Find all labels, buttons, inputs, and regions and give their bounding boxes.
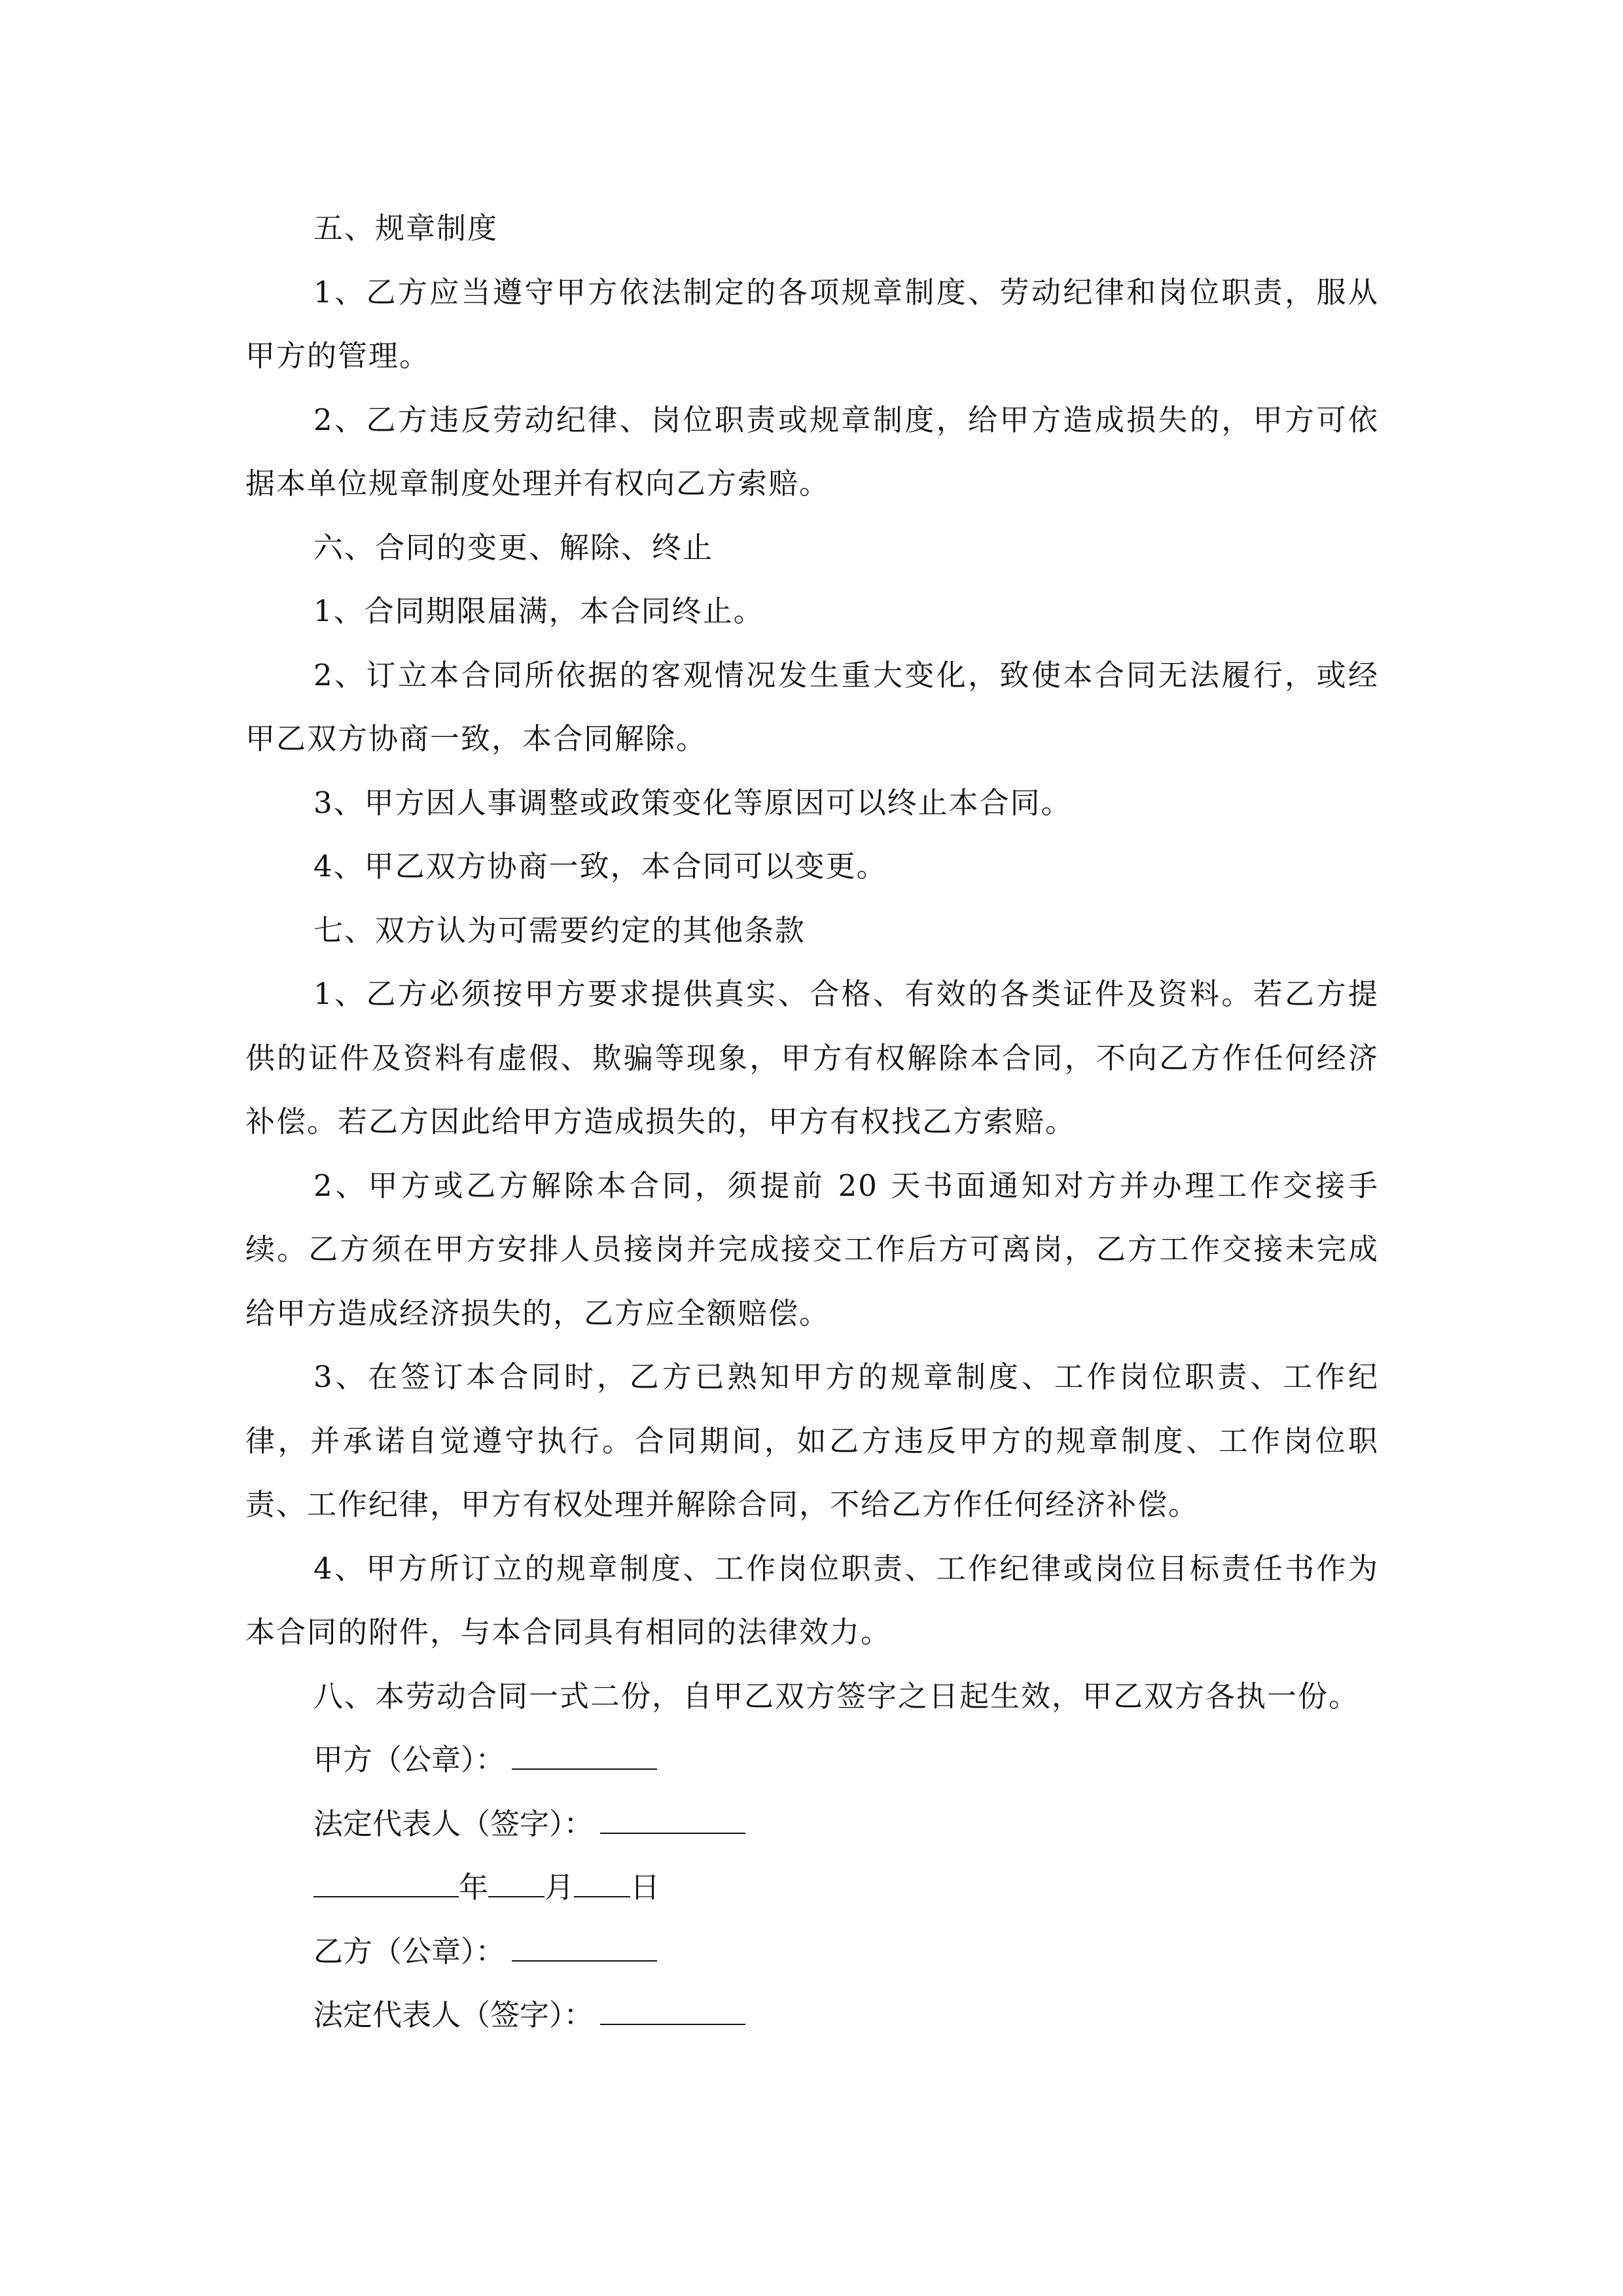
section-5-item-1: 1、乙方应当遵守甲方依法制定的各项规章制度、劳动纪律和岗位职责，服从甲方的管理。 xyxy=(245,274,1379,373)
contract-body xyxy=(245,196,1379,2047)
section-6-item-1: 1、合同期限届满，本合同终止。 xyxy=(313,594,764,628)
section-5-heading: 五、规章制度 xyxy=(313,211,499,245)
month-blank xyxy=(488,1870,544,1897)
party-b-rep-blank xyxy=(600,1998,745,2025)
month-label: 月 xyxy=(544,1870,575,1905)
party-a-seal-blank xyxy=(512,1742,657,1770)
section-7-item-1: 1、乙方必须按甲方要求提供真实、合格、有效的各类证件及资料。若乙方提供的证件及资料有虚假、欺骗等现象，甲方有权解除本合同，不向乙方作任何经济补偿。若乙方因此给甲方造成损失的，甲方有权找乙方索赔。 xyxy=(245,977,1379,1139)
party-b-seal-blank xyxy=(512,1934,657,1962)
section-6-item-4: 4、甲乙双方协商一致，本合同可以变更。 xyxy=(313,849,887,884)
section-7-heading: 七、双方认为可需要约定的其他条款 xyxy=(313,912,806,948)
party-b-rep-label: 法定代表人（签字）： xyxy=(313,1998,594,2032)
year-label: 年 xyxy=(459,1870,489,1905)
party-a-rep-line xyxy=(245,1792,1379,1856)
day-label: 日 xyxy=(630,1870,660,1905)
party-a-rep-blank xyxy=(600,1806,745,1834)
section-5-item-2: 2、乙方违反劳动纪律、岗位职责或规章制度，给甲方造成损失的，甲方可依据本单位规章制度处理并有权向乙方索赔。 xyxy=(245,402,1379,501)
section-6-item-2: 2、订立本合同所依据的客观情况发生重大变化，致使本合同无法履行，或经甲乙双方协商一致，本合同解除。 xyxy=(245,657,1379,756)
section-6-heading: 六、合同的变更、解除、终止 xyxy=(313,529,714,565)
year-blank xyxy=(313,1870,459,1897)
section-7-item-2: 2、甲方或乙方解除本合同，须提前 20 天书面通知对方并办理工作交接手续。乙方须在甲方安排人员接岗并完成接交工作后方可离岗，乙方工作交接未完成给甲方造成经济损失的，乙方应全额赔偿。 xyxy=(245,1168,1379,1331)
day-blank xyxy=(574,1870,630,1897)
party-a-seal-line xyxy=(245,1728,1379,1792)
party-b-rep-line xyxy=(245,1983,1379,2047)
section-8-text: 八、本劳动合同一式二份，自甲乙双方签字之日起生效，甲乙双方各执一份。 xyxy=(313,1678,1360,1713)
party-b-seal-label: 乙方（公章）： xyxy=(313,1933,505,1969)
party-a-seal-label: 甲方（公章）： xyxy=(313,1742,505,1777)
party-b-seal-line xyxy=(245,1920,1379,1984)
date-line xyxy=(245,1856,1379,1920)
section-7-item-3: 3、在签订本合同时，乙方已熟知甲方的规章制度、工作岗位职责、工作纪律，并承诺自觉遵守执行。合同期间，如乙方违反甲方的规章制度、工作岗位职责、工作纪律，甲方有权处理并解除合同，不给乙方作任何经济补偿。 xyxy=(245,1359,1379,1522)
section-6-item-3: 3、甲方因人事调整或政策变化等原因可以终止本合同。 xyxy=(313,785,1072,820)
section-7-item-4: 4、甲方所订立的规章制度、工作岗位职责、工作纪律或岗位目标责任书作为本合同的附件，与本合同具有相同的法律效力。 xyxy=(245,1551,1379,1649)
party-a-rep-label: 法定代表人（签字）： xyxy=(313,1806,594,1841)
